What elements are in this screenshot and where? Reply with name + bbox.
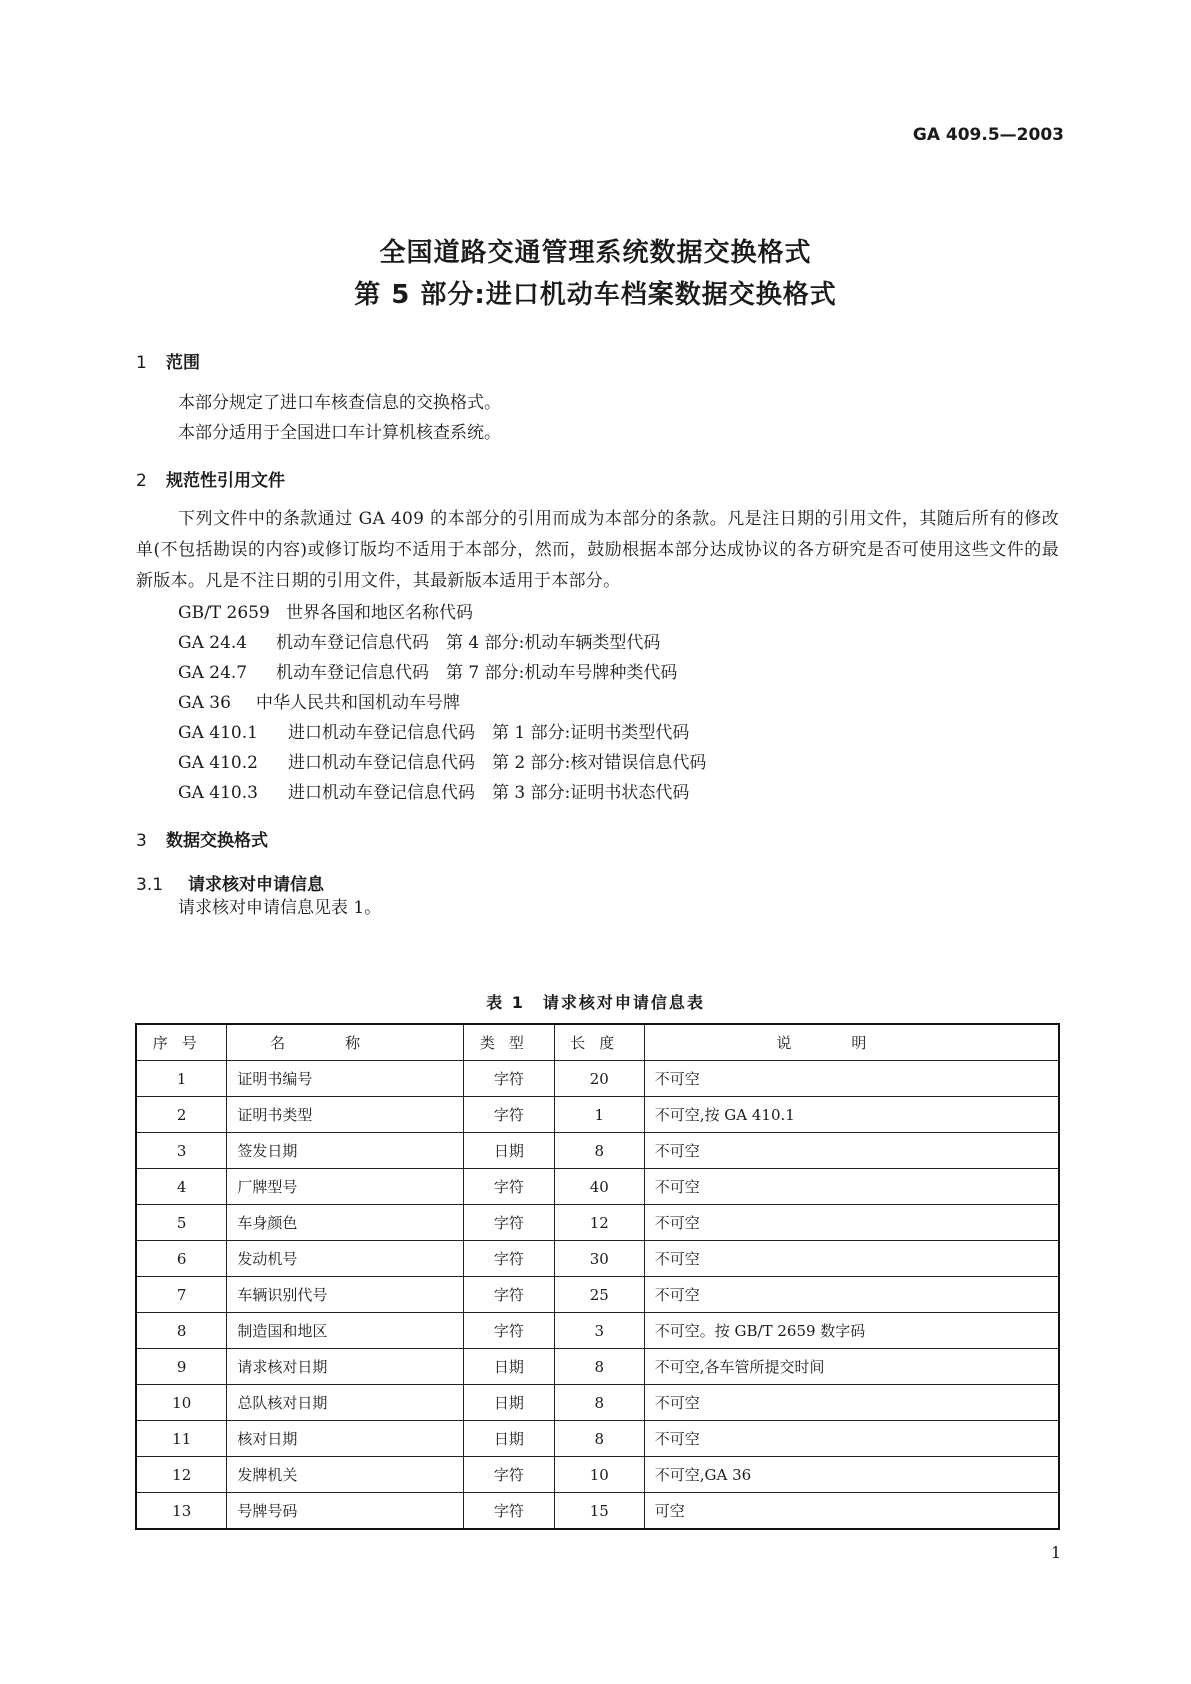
field-name: 发动机号 xyxy=(227,1241,464,1277)
reference-item xyxy=(178,658,677,683)
field-type: 日期 xyxy=(463,1421,554,1457)
field-description: 不可空 xyxy=(644,1241,1059,1277)
field-name: 厂牌型号 xyxy=(227,1169,464,1205)
field-name: 总队核对日期 xyxy=(227,1385,464,1421)
field-type: 字符 xyxy=(463,1277,554,1313)
reference-item xyxy=(178,778,689,803)
section-heading-2 xyxy=(136,466,285,491)
reference-code: GB/T 2659 xyxy=(178,603,270,623)
table-row xyxy=(136,1277,1059,1313)
field-type: 字符 xyxy=(463,1241,554,1277)
field-description: 不可空 xyxy=(644,1385,1059,1421)
table-row xyxy=(136,1061,1059,1097)
table-row xyxy=(136,1205,1059,1241)
field-type: 字符 xyxy=(463,1313,554,1349)
reference-title: 进口机动车登记信息代码 第 2 部分:核对错误信息代码 xyxy=(288,753,707,773)
row-number: 7 xyxy=(136,1277,227,1313)
table-row xyxy=(136,1097,1059,1133)
reference-title: 进口机动车登记信息代码 第 1 部分:证明书类型代码 xyxy=(288,723,690,743)
field-length: 30 xyxy=(554,1241,644,1277)
field-type: 字符 xyxy=(463,1205,554,1241)
table-caption: 表 1 请求核对申请信息表 xyxy=(486,993,705,1012)
field-length: 8 xyxy=(554,1385,644,1421)
page-number: 1 xyxy=(1050,1543,1061,1562)
field-length: 8 xyxy=(554,1349,644,1385)
paragraph: 请求核对申请信息见表 1。 xyxy=(178,898,382,918)
field-name: 证明书编号 xyxy=(227,1061,464,1097)
field-length: 10 xyxy=(554,1457,644,1493)
info-table xyxy=(135,1023,1060,1530)
reference-code: GA 410.2 xyxy=(178,753,258,773)
row-number: 9 xyxy=(136,1349,227,1385)
section-heading-3-1 xyxy=(136,870,324,895)
column-header: 说明 xyxy=(644,1024,1059,1061)
row-number: 1 xyxy=(136,1061,227,1097)
field-type: 日期 xyxy=(463,1385,554,1421)
reference-item xyxy=(178,748,706,773)
row-number: 2 xyxy=(136,1097,227,1133)
field-description: 不可空 xyxy=(644,1205,1059,1241)
column-header: 类型 xyxy=(463,1024,554,1061)
field-length: 15 xyxy=(554,1493,644,1530)
field-name: 车辆识别代号 xyxy=(227,1277,464,1313)
field-description: 可空 xyxy=(644,1493,1059,1530)
reference-title: 机动车登记信息代码 第 7 部分:机动车号牌种类代码 xyxy=(276,663,678,683)
field-type: 日期 xyxy=(463,1133,554,1169)
field-description: 不可空 xyxy=(644,1421,1059,1457)
row-number: 4 xyxy=(136,1169,227,1205)
table-row xyxy=(136,1493,1059,1530)
table-row xyxy=(136,1133,1059,1169)
reference-code: GA 410.1 xyxy=(178,723,258,743)
field-length: 8 xyxy=(554,1421,644,1457)
field-description: 不可空。按 GB/T 2659 数字码 xyxy=(644,1313,1059,1349)
table-row xyxy=(136,1385,1059,1421)
row-number: 11 xyxy=(136,1421,227,1457)
row-number: 8 xyxy=(136,1313,227,1349)
field-name: 核对日期 xyxy=(227,1421,464,1457)
field-type: 字符 xyxy=(463,1097,554,1133)
reference-code: GA 36 xyxy=(178,693,231,713)
reference-title: 进口机动车登记信息代码 第 3 部分:证明书状态代码 xyxy=(288,783,690,803)
field-description: 不可空 xyxy=(644,1061,1059,1097)
table-row xyxy=(136,1241,1059,1277)
reference-code: GA 24.4 xyxy=(178,633,248,653)
row-number: 3 xyxy=(136,1133,227,1169)
reference-item xyxy=(178,628,660,653)
section-title: 范围 xyxy=(166,353,200,373)
field-name: 证明书类型 xyxy=(227,1097,464,1133)
field-type: 日期 xyxy=(463,1349,554,1385)
field-name: 号牌号码 xyxy=(227,1493,464,1530)
standard-number: GA 409.5—2003 xyxy=(912,125,1064,145)
field-length: 8 xyxy=(554,1133,644,1169)
field-description: 不可空 xyxy=(644,1169,1059,1205)
field-description: 不可空,各车管所提交时间 xyxy=(644,1349,1059,1385)
row-number: 5 xyxy=(136,1205,227,1241)
field-length: 12 xyxy=(554,1205,644,1241)
reference-title: 机动车登记信息代码 第 4 部分:机动车辆类型代码 xyxy=(276,633,661,653)
section-number: 2 xyxy=(136,471,147,491)
table-row xyxy=(136,1457,1059,1493)
reference-code: GA 410.3 xyxy=(178,783,258,803)
paragraph: 本部分适用于全国进口车计算机核查系统。 xyxy=(178,423,501,443)
section-title: 数据交换格式 xyxy=(166,831,268,851)
table-header-row xyxy=(136,1024,1059,1061)
field-description: 不可空 xyxy=(644,1277,1059,1313)
section-number: 3.1 xyxy=(136,875,164,895)
section-heading-3 xyxy=(136,826,268,851)
row-number: 13 xyxy=(136,1493,227,1530)
field-length: 25 xyxy=(554,1277,644,1313)
reference-code: GA 24.7 xyxy=(178,663,248,683)
field-name: 车身颜色 xyxy=(227,1205,464,1241)
reference-item xyxy=(178,718,689,743)
document-title: 全国道路交通管理系统数据交换格式 xyxy=(379,238,812,268)
field-length: 20 xyxy=(554,1061,644,1097)
row-number: 6 xyxy=(136,1241,227,1277)
field-description: 不可空 xyxy=(644,1133,1059,1169)
reference-item xyxy=(178,688,460,713)
section-number: 1 xyxy=(136,353,147,373)
reference-item xyxy=(178,598,473,623)
column-header: 长度 xyxy=(554,1024,644,1061)
table-row xyxy=(136,1349,1059,1385)
row-number: 12 xyxy=(136,1457,227,1493)
table-row xyxy=(136,1169,1059,1205)
field-description: 不可空,GA 36 xyxy=(644,1457,1059,1493)
reference-title: 中华人民共和国机动车号牌 xyxy=(256,693,460,713)
field-type: 字符 xyxy=(463,1493,554,1530)
field-type: 字符 xyxy=(463,1061,554,1097)
field-description: 不可空,按 GA 410.1 xyxy=(644,1097,1059,1133)
field-length: 40 xyxy=(554,1169,644,1205)
section-number: 3 xyxy=(136,831,147,851)
paragraph: 下列文件中的条款通过 GA 409 的本部分的引用而成为本部分的条款。凡是注日期的引用文件，其随后所有的修改单(不包括勘误的内容)或修订版均不适用于本部分，然而，鼓励根据本部分达成协议的各方研究是否可使用这些文件的最新版本。凡是不注日期的引用文件，其最新版本适用于本部分。 xyxy=(136,509,1059,591)
field-name: 制造国和地区 xyxy=(227,1313,464,1349)
reference-title: 世界各国和地区名称代码 xyxy=(286,603,473,623)
column-header: 序号 xyxy=(136,1024,227,1061)
field-length: 1 xyxy=(554,1097,644,1133)
column-header: 名称 xyxy=(227,1024,464,1061)
field-length: 3 xyxy=(554,1313,644,1349)
field-name: 请求核对日期 xyxy=(227,1349,464,1385)
row-number: 10 xyxy=(136,1385,227,1421)
field-type: 字符 xyxy=(463,1169,554,1205)
field-name: 签发日期 xyxy=(227,1133,464,1169)
field-name: 发牌机关 xyxy=(227,1457,464,1493)
table-row xyxy=(136,1421,1059,1457)
table-row xyxy=(136,1313,1059,1349)
section-title: 规范性引用文件 xyxy=(166,471,285,491)
paragraph: 本部分规定了进口车核查信息的交换格式。 xyxy=(178,393,501,413)
field-type: 字符 xyxy=(463,1457,554,1493)
document-subtitle: 第 5 部分:进口机动车档案数据交换格式 xyxy=(354,280,837,310)
section-title: 请求核对申请信息 xyxy=(188,875,324,895)
section-heading-1 xyxy=(136,348,200,373)
